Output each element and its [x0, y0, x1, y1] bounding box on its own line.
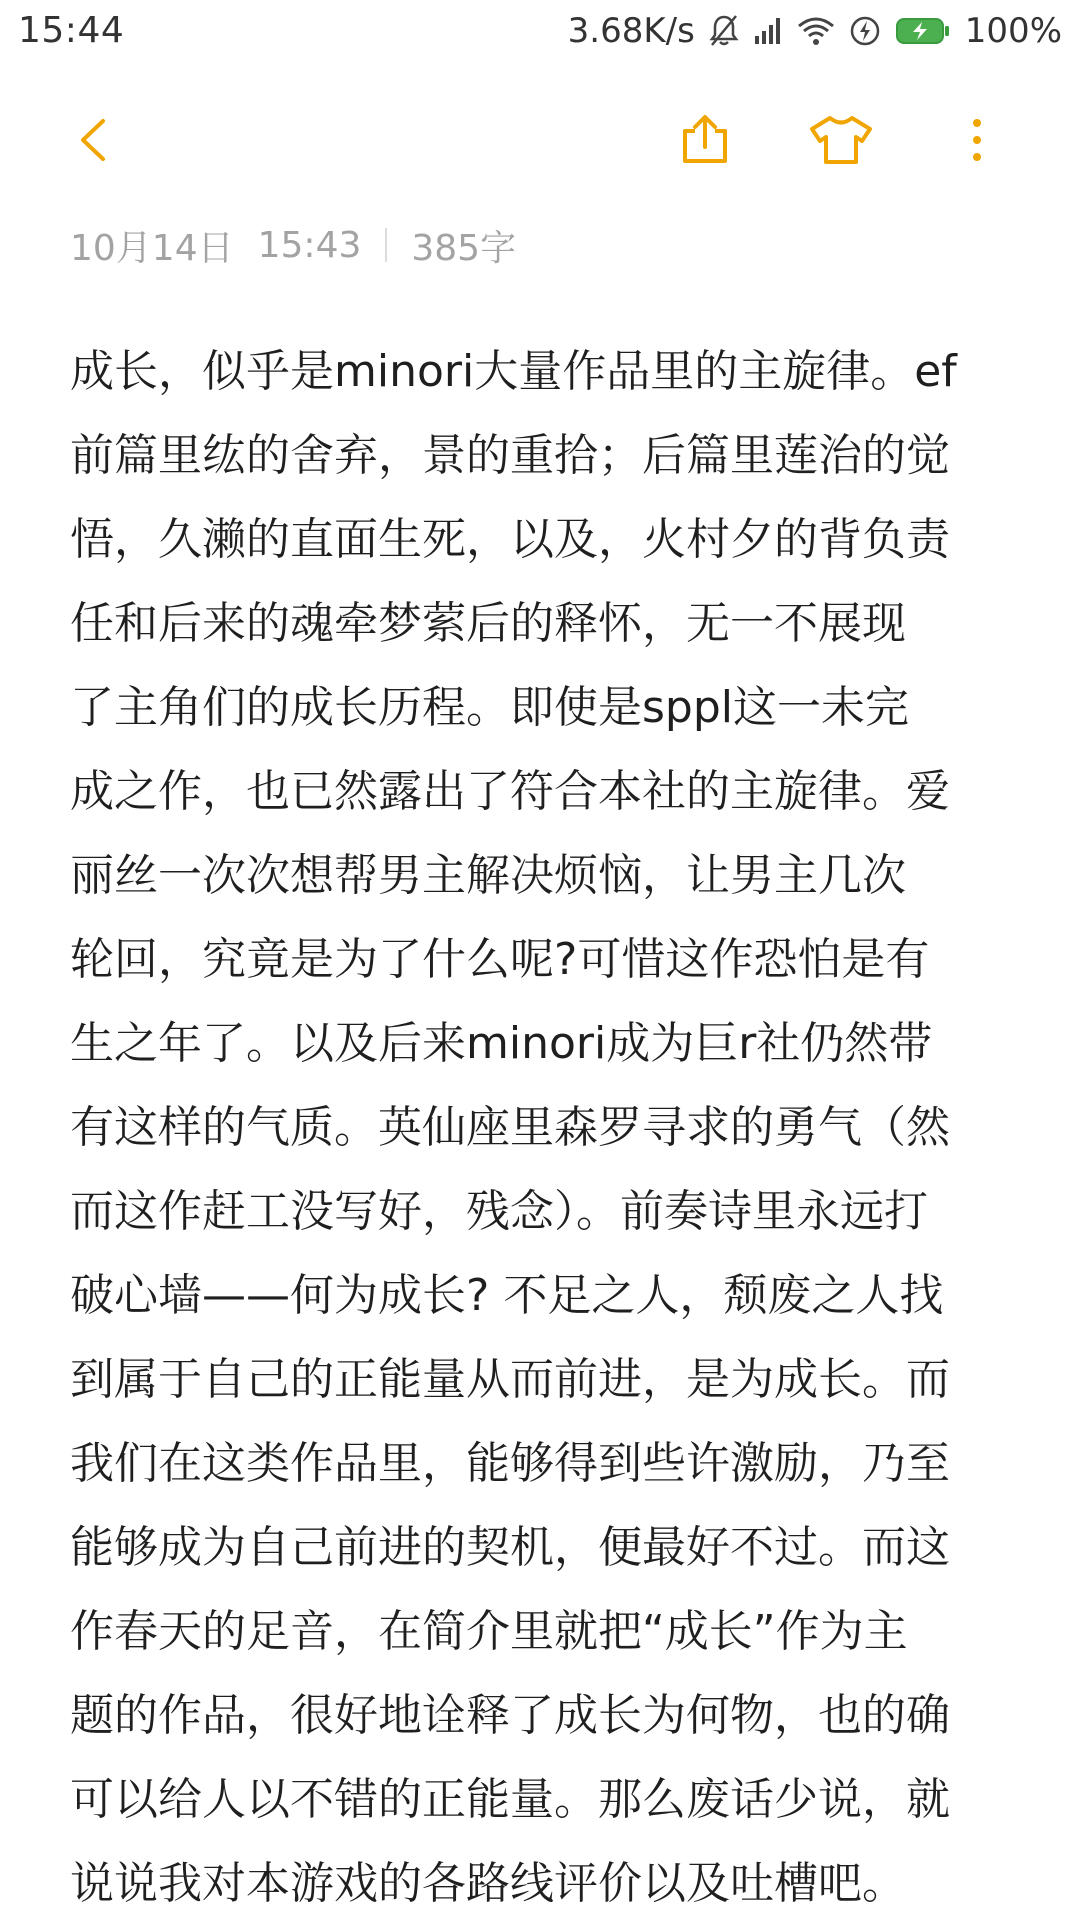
note-line: 悟，久濑的直面生死，以及，火村夕的背负责	[70, 514, 950, 565]
back-button[interactable]	[48, 95, 138, 185]
note-line: 到属于自己的正能量从而前进，是为成长。而	[70, 1354, 950, 1405]
note-line: 前篇里纮的舍弃，景的重拾；后篇里莲治的觉	[70, 430, 950, 481]
theme-icon	[808, 113, 874, 167]
note-line: 成之作，也已然露出了符合本社的主旋律。爱	[70, 766, 950, 817]
status-bar	[0, 0, 1080, 62]
back-icon	[73, 115, 113, 165]
note-line: 丽丝一次次想帮男主解决烦恼，让男主几次	[70, 850, 906, 901]
bell-off-icon	[709, 14, 739, 48]
more-icon	[967, 115, 987, 165]
note-time: 15:43	[257, 224, 362, 266]
note-line: 了主角们的成长历程。即使是sppl这一未完	[70, 682, 910, 733]
more-button[interactable]	[932, 95, 1022, 185]
status-time: 15:44	[18, 10, 125, 51]
note-content[interactable]	[70, 330, 1020, 1926]
status-icons	[568, 8, 1062, 54]
word-count: 385字	[411, 227, 517, 269]
note-line: 我们在这类作品里，能够得到些许激励，乃至	[70, 1438, 950, 1489]
note-line: 有这样的气质。英仙座里森罗寻求的勇气（然	[70, 1102, 950, 1153]
net-speed: 3.68K/s	[567, 11, 695, 51]
share-icon	[679, 113, 731, 167]
note-meta	[70, 220, 516, 270]
wifi-icon	[797, 16, 835, 46]
data-saver-icon	[849, 15, 881, 47]
note-toolbar	[0, 95, 1080, 185]
theme-button[interactable]	[796, 95, 886, 185]
battery-charging-icon	[895, 16, 951, 46]
note-line: 破心墙——何为成长? 不足之人，颓废之人找	[70, 1270, 944, 1321]
note-line: 成长，似乎是minori大量作品里的主旋律。ef	[70, 346, 957, 397]
note-line: 任和后来的魂牵梦萦后的释怀，无一不展现	[70, 598, 906, 649]
note-line: 而这作赶工没写好，残念）。前奏诗里永远打	[70, 1186, 928, 1237]
note-line: 题的作品，很好地诠释了成长为何物，也的确	[70, 1690, 950, 1741]
note-line: 可以给人以不错的正能量。那么废话少说，就	[70, 1774, 950, 1825]
battery-percent: 100%	[964, 11, 1062, 51]
note-line: 轮回，究竟是为了什么呢?可惜这作恐怕是有	[70, 934, 930, 985]
note-line: 说说我对本游戏的各路线评价以及吐槽吧。	[70, 1858, 906, 1909]
note-line: 作春天的足音，在简介里就把“成长”作为主	[70, 1606, 908, 1657]
note-line: 生之年了。以及后来minori成为巨r社仍然带	[70, 1018, 933, 1069]
signal-icon	[753, 16, 783, 46]
note-date: 10月14日	[70, 227, 234, 269]
share-button[interactable]	[660, 95, 750, 185]
meta-divider	[385, 228, 387, 262]
note-line: 能够成为自己前进的契机，便最好不过。而这	[70, 1522, 950, 1573]
